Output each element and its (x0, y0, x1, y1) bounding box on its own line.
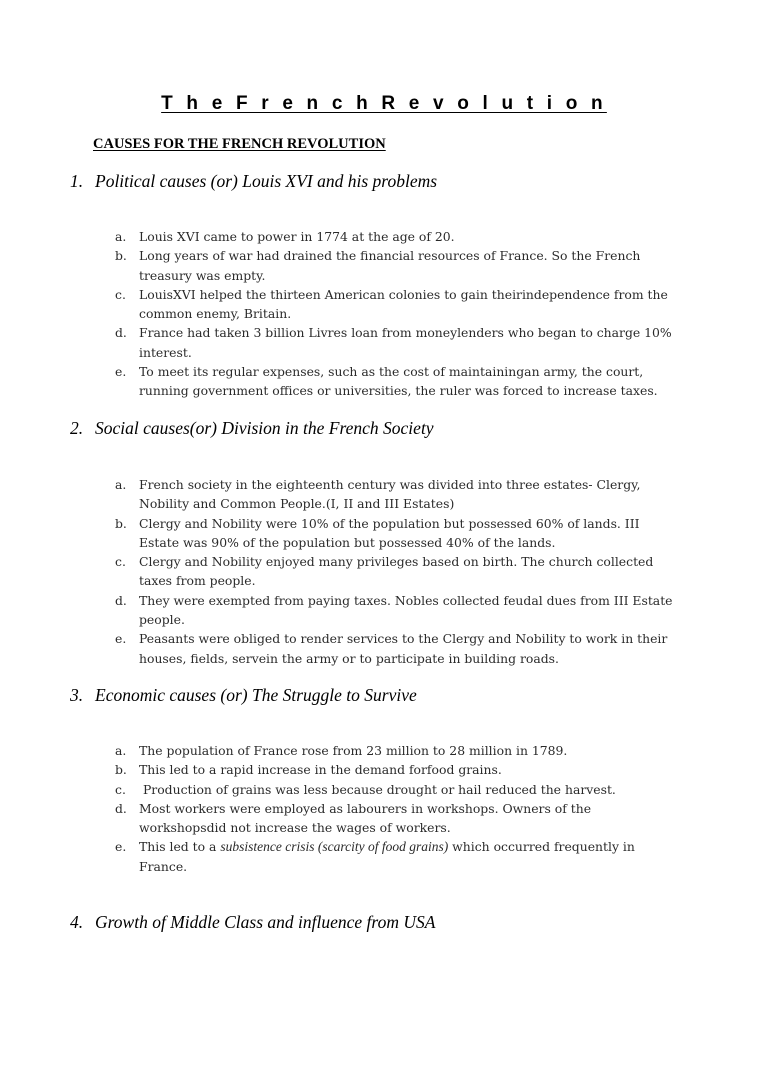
item-marker: e. (115, 631, 127, 647)
list-item (113, 799, 673, 838)
item-text: Long years of war had drained the financial resources of France. So the French treasury was empty. (139, 248, 641, 283)
item-marker: c. (115, 781, 126, 797)
section-heading-middle-class (70, 912, 435, 933)
item-text: Clergy and Nobility were 10% of the population but possessed 60% of lands. III Estate was 90% of the population but possessed 40% of the lands. (139, 515, 640, 550)
item-text: LouisXVI helped the thirteen American colonies to gain theirindependence from the common enemy, Britain. (139, 286, 668, 322)
item-marker: b. (115, 762, 127, 778)
section-list-social (113, 475, 673, 668)
document-title: T h e F r e n c h R e v o l u t i o n (161, 93, 607, 114)
section-title: Political causes (or) Louis XVI and his problems (95, 171, 438, 191)
list-item (113, 475, 673, 514)
list-item (113, 285, 673, 324)
item-text-before: This led to a (139, 839, 221, 855)
item-text: French society in the eighteenth century was divided into three estates- Clergy, Nobility and Common People.(I, II and III Estates) (139, 477, 641, 512)
list-item (113, 227, 673, 246)
item-text: This led to a rapid increase in the demand forfood grains. (139, 762, 502, 778)
item-marker: e. (115, 364, 127, 380)
item-marker: a. (115, 229, 127, 244)
section-list-political (113, 227, 673, 401)
item-marker: c. (115, 554, 126, 570)
item-marker: d. (115, 800, 127, 816)
list-item (113, 760, 673, 779)
section-number: 4. (70, 912, 84, 932)
list-item (113, 514, 673, 553)
item-marker: a. (115, 743, 127, 758)
item-marker: d. (115, 325, 127, 341)
list-item (113, 780, 673, 799)
item-marker: d. (115, 592, 127, 608)
item-text: Clergy and Nobility enjoyed many privileges based on birth. The church collected taxes from people. (139, 554, 654, 589)
section-number: 1. (70, 171, 84, 191)
list-item (113, 552, 673, 591)
list-item (113, 323, 673, 362)
section-list-economic (113, 741, 673, 876)
section-heading-social (70, 418, 434, 439)
section-title: Growth of Middle Class and influence from USA (95, 912, 436, 932)
list-item (113, 591, 673, 630)
item-text: Production of grains was less because drought or hail reduced the harvest. (139, 781, 616, 797)
item-text: Most workers were employed as labourers in workshops. Owners of the workshopsdid not increase the wages of workers. (139, 800, 592, 836)
item-text: Peasants were obliged to render services to the Clergy and Nobility to work in their houses, fields, servein the army or to participate in building roads. (139, 631, 668, 666)
item-text: To meet its regular expenses, such as the cost of maintainingan army, the court, running government offices or universities, the ruler was forced to increase taxes. (139, 364, 658, 399)
item-marker: e. (115, 839, 127, 855)
item-marker: b. (115, 248, 127, 264)
section-title: Economic causes (or) The Struggle to Survive (95, 685, 417, 705)
item-marker: c. (115, 286, 126, 302)
item-marker: a. (115, 477, 127, 492)
list-item (113, 246, 673, 285)
document-subtitle: CAUSES FOR THE FRENCH REVOLUTION (93, 136, 386, 152)
list-item (113, 741, 673, 760)
item-text-italic: subsistence crisis (scarcity of food grains) (220, 839, 449, 855)
section-heading-economic (70, 685, 417, 706)
item-text: They were exempted from paying taxes. Nobles collected feudal dues from III Estate people. (139, 592, 673, 628)
list-item (113, 629, 673, 668)
item-text: France had taken 3 billion Livres loan from moneylenders who began to charge 10% interest. (139, 325, 672, 360)
item-text: Louis XVI came to power in 1774 at the age of 20. (139, 229, 455, 244)
list-item (113, 362, 673, 401)
list-item (113, 837, 673, 876)
item-text-after: which occurred frequently in France. (139, 839, 639, 874)
section-number: 3. (70, 685, 84, 705)
section-number: 2. (70, 418, 84, 438)
item-text: The population of France rose from 23 million to 28 million in 1789. (139, 743, 568, 758)
item-marker: b. (115, 515, 127, 531)
section-heading-political (70, 171, 437, 192)
section-title: Social causes(or) Division in the French Society (95, 418, 434, 438)
